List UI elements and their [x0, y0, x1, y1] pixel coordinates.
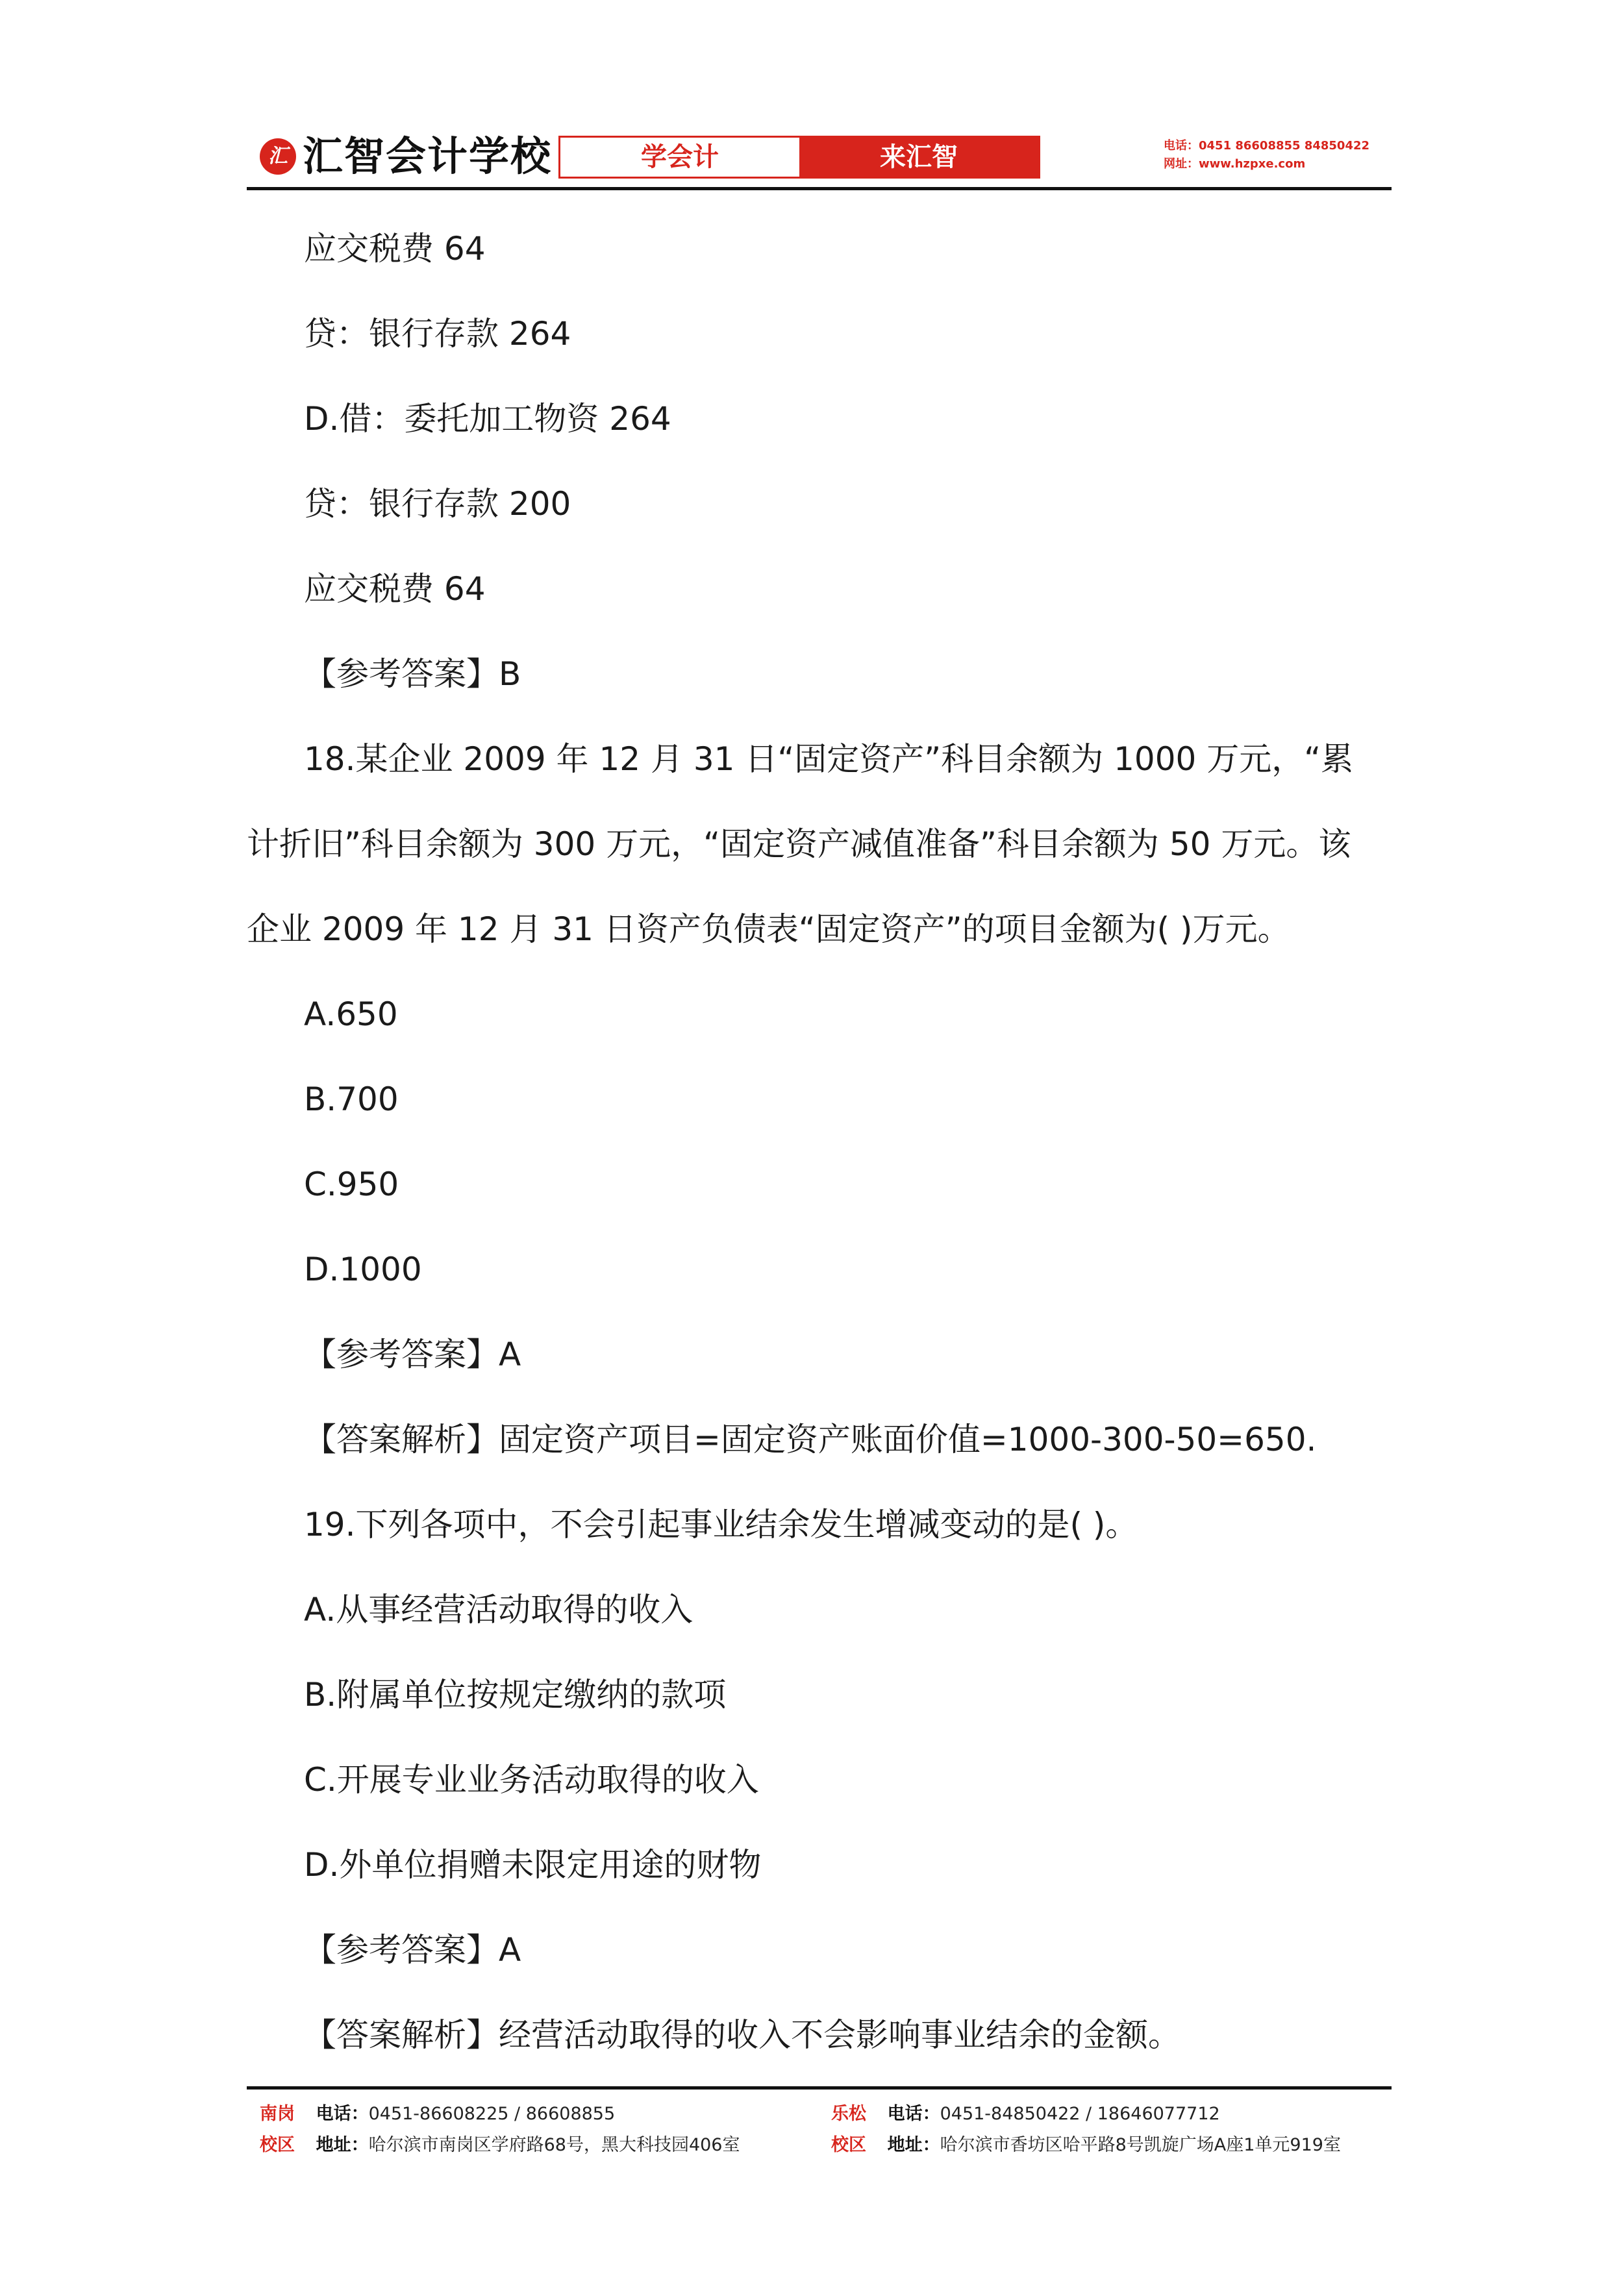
option-d: D.1000	[304, 1251, 422, 1288]
address-label: 地址：	[316, 2135, 369, 2155]
reference-answer: 【参考答案】A	[304, 1336, 521, 1373]
text-line: 贷：银行存款 264	[304, 315, 571, 353]
campus-name: 南岗	[260, 2104, 295, 2124]
option-a: A.650	[304, 995, 398, 1033]
text-line: 应交税费 64	[304, 570, 486, 608]
header-phone: 电话：0451 86608855 84850422	[1164, 139, 1370, 153]
option-b: B.700	[304, 1080, 399, 1118]
question-18-line-3: 企业 2009 年 12 月 31 日资产负债表“固定资产”的项目金额为( )万元。	[247, 910, 1290, 948]
campus-phone: 0451-86608225 / 86608855	[368, 2104, 616, 2124]
slogan-banner	[558, 136, 1040, 179]
option-b: B.附属单位按规定缴纳的款项	[304, 1676, 727, 1714]
campus-address: 哈尔滨市南岗区学府路68号，黑大科技园406室	[368, 2135, 740, 2155]
option-c: C.950	[304, 1166, 399, 1203]
header-divider	[247, 187, 1392, 190]
header-website: 网址：www.hzpxe.com	[1164, 157, 1306, 171]
reference-answer: 【参考答案】B	[304, 655, 521, 693]
campus-suffix: 校区	[831, 2135, 866, 2155]
campus-name: 乐松	[831, 2104, 866, 2124]
question-18-line-1: 18.某企业 2009 年 12 月 31 日“固定资产”科目余额为 1000 万元，“累	[304, 740, 1354, 778]
document-body	[247, 206, 1392, 2078]
header-contact	[1164, 137, 1384, 173]
text-line: 贷：银行存款 200	[304, 485, 571, 523]
school-logo-icon: 汇	[260, 138, 296, 175]
slogan-left: 学会计	[560, 138, 799, 177]
answer-explanation: 【答案解析】固定资产项目=固定资产账面价值=1000-300-50=650.	[304, 1421, 1317, 1458]
answer-explanation: 【答案解析】经营活动取得的收入不会影响事业结余的金额。	[304, 2016, 1181, 2054]
school-name: 汇智会计学校	[303, 132, 553, 180]
campus-phone: 0451-84850422 / 18646077712	[940, 2104, 1220, 2124]
address-label: 地址：	[887, 2135, 940, 2155]
campus-address: 哈尔滨市香坊区哈平路8号凯旋广场A座1单元919室	[940, 2135, 1341, 2155]
option-c: C.开展专业业务活动取得的收入	[304, 1761, 759, 1799]
footer-campus-nangang	[260, 2099, 740, 2161]
option-d-line: D.借：委托加工物资 264	[304, 400, 671, 438]
question-18-line-2: 计折旧”科目余额为 300 万元，“固定资产减值准备”科目余额为 50 万元。该	[247, 825, 1351, 863]
page-footer	[260, 2099, 1390, 2177]
question-19: 19.下列各项中，不会引起事业结余发生增减变动的是( )。	[304, 1506, 1138, 1543]
slogan-right: 来汇智	[799, 138, 1038, 177]
option-d: D.外单位捐赠未限定用途的财物	[304, 1846, 762, 1884]
footer-campus-lesong	[831, 2099, 1341, 2161]
text-line: 应交税费 64	[304, 230, 486, 268]
reference-answer: 【参考答案】A	[304, 1931, 521, 1969]
option-a: A.从事经营活动取得的收入	[304, 1591, 693, 1628]
campus-suffix: 校区	[260, 2135, 295, 2155]
phone-label: 电话：	[316, 2104, 369, 2124]
phone-label: 电话：	[887, 2104, 940, 2124]
footer-divider	[247, 2086, 1392, 2090]
